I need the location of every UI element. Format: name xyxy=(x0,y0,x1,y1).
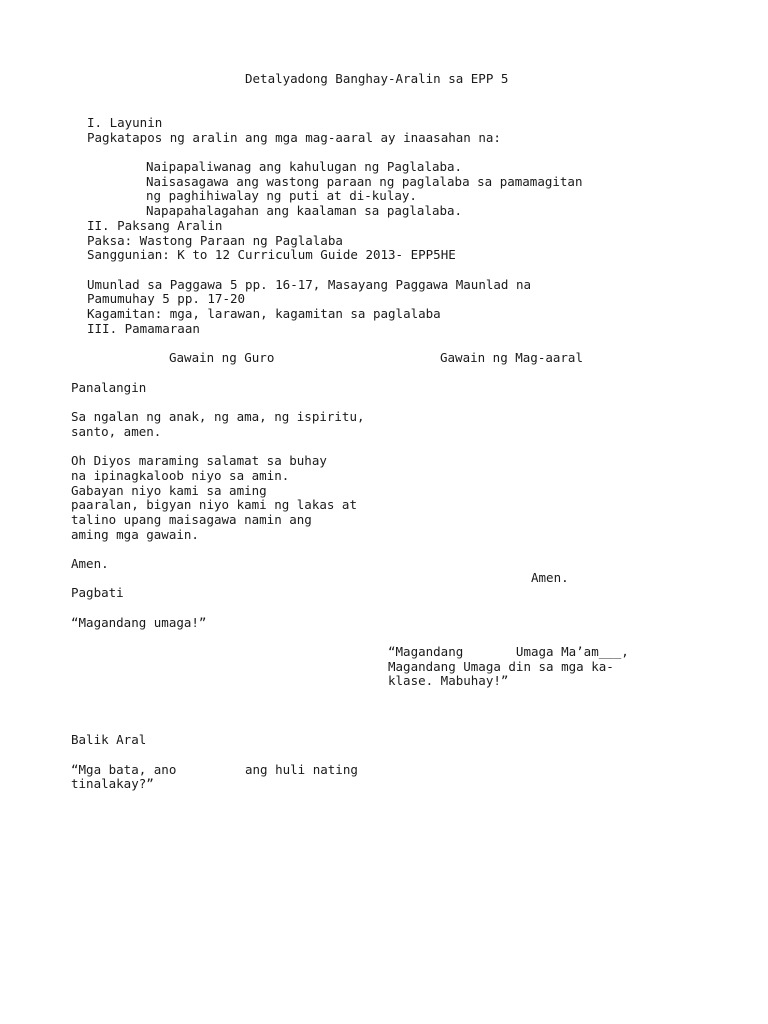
prayer-line: paaralan, bigyan niyo kami ng lakas at xyxy=(71,497,357,512)
objective-line: ng paghihiwalay ng puti at di-kulay. xyxy=(146,188,417,203)
objective-line: Naipapaliwanag ang kahulugan ng Paglalaba. xyxy=(146,159,463,174)
prayer-line: Oh Diyos maraming salamat sa buhay xyxy=(71,453,327,468)
prayer-line: na ipinagkaloob niyo sa amin. xyxy=(71,468,290,483)
objective-line: Napapahalagahan ang kaalaman sa paglalaba. xyxy=(146,203,463,218)
document-title: Detalyadong Banghay-Aralin sa EPP 5 xyxy=(245,71,509,86)
pagbati-label: Pagbati xyxy=(71,585,124,600)
reference-line: Umunlad sa Paggawa 5 pp. 16-17, Masayang Paggawa Maunlad na xyxy=(87,277,532,292)
amen-magaaral: Amen. xyxy=(531,570,569,585)
prayer-line: aming mga gawain. xyxy=(71,527,199,542)
section-paksa-heading: II. Paksang Aralin xyxy=(87,218,223,233)
section-layunin-heading: I. Layunin xyxy=(87,115,163,130)
kagamitan-line: Kagamitan: mga, larawan, kagamitan sa paglalaba xyxy=(87,306,441,321)
layunin-intro: Pagkatapos ng aralin ang mga mag-aaral ay inaasahan na: xyxy=(87,130,501,145)
section-pamamaraan-heading: III. Pamamaraan xyxy=(87,321,200,336)
amen-guro: Amen. xyxy=(71,556,109,571)
balik-aral-question: “Mga bata, ano xyxy=(71,762,177,777)
sign-of-cross-line: Sa ngalan ng anak, ng ama, ng ispiritu, xyxy=(71,409,365,424)
prayer-line: Gabayan niyo kami sa aming xyxy=(71,483,267,498)
pagbati-magaaral-line: klase. Mabuhay!” xyxy=(388,673,509,688)
balik-aral-label: Balik Aral xyxy=(71,732,147,747)
paksa-line: Paksa: Wastong Paraan ng Paglalaba xyxy=(87,233,343,248)
pagbati-magaaral-line: “Magandang Umaga Ma’am___, xyxy=(388,644,629,659)
column-header-guro: Gawain ng Guro xyxy=(169,350,275,365)
sanggunian-line: Sanggunian: K to 12 Curriculum Guide 2013- EPP5HE xyxy=(87,247,456,262)
sign-of-cross-line: santo, amen. xyxy=(71,424,162,439)
balik-aral-question: ang huli nating xyxy=(245,762,358,777)
objective-line: Naisasagawa ang wastong paraan ng paglalaba sa pamamagitan xyxy=(146,174,583,189)
prayer-line: talino upang maisagawa namin ang xyxy=(71,512,312,527)
pagbati-magaaral-line: Magandang Umaga din sa mga ka- xyxy=(388,659,614,674)
column-header-magaaral: Gawain ng Mag-aaral xyxy=(440,350,583,365)
reference-line: Pamumuhay 5 pp. 17-20 xyxy=(87,291,246,306)
panalangin-label: Panalangin xyxy=(71,380,147,395)
pagbati-guro: “Magandang umaga!” xyxy=(71,615,207,630)
balik-aral-question: tinalakay?” xyxy=(71,776,154,791)
